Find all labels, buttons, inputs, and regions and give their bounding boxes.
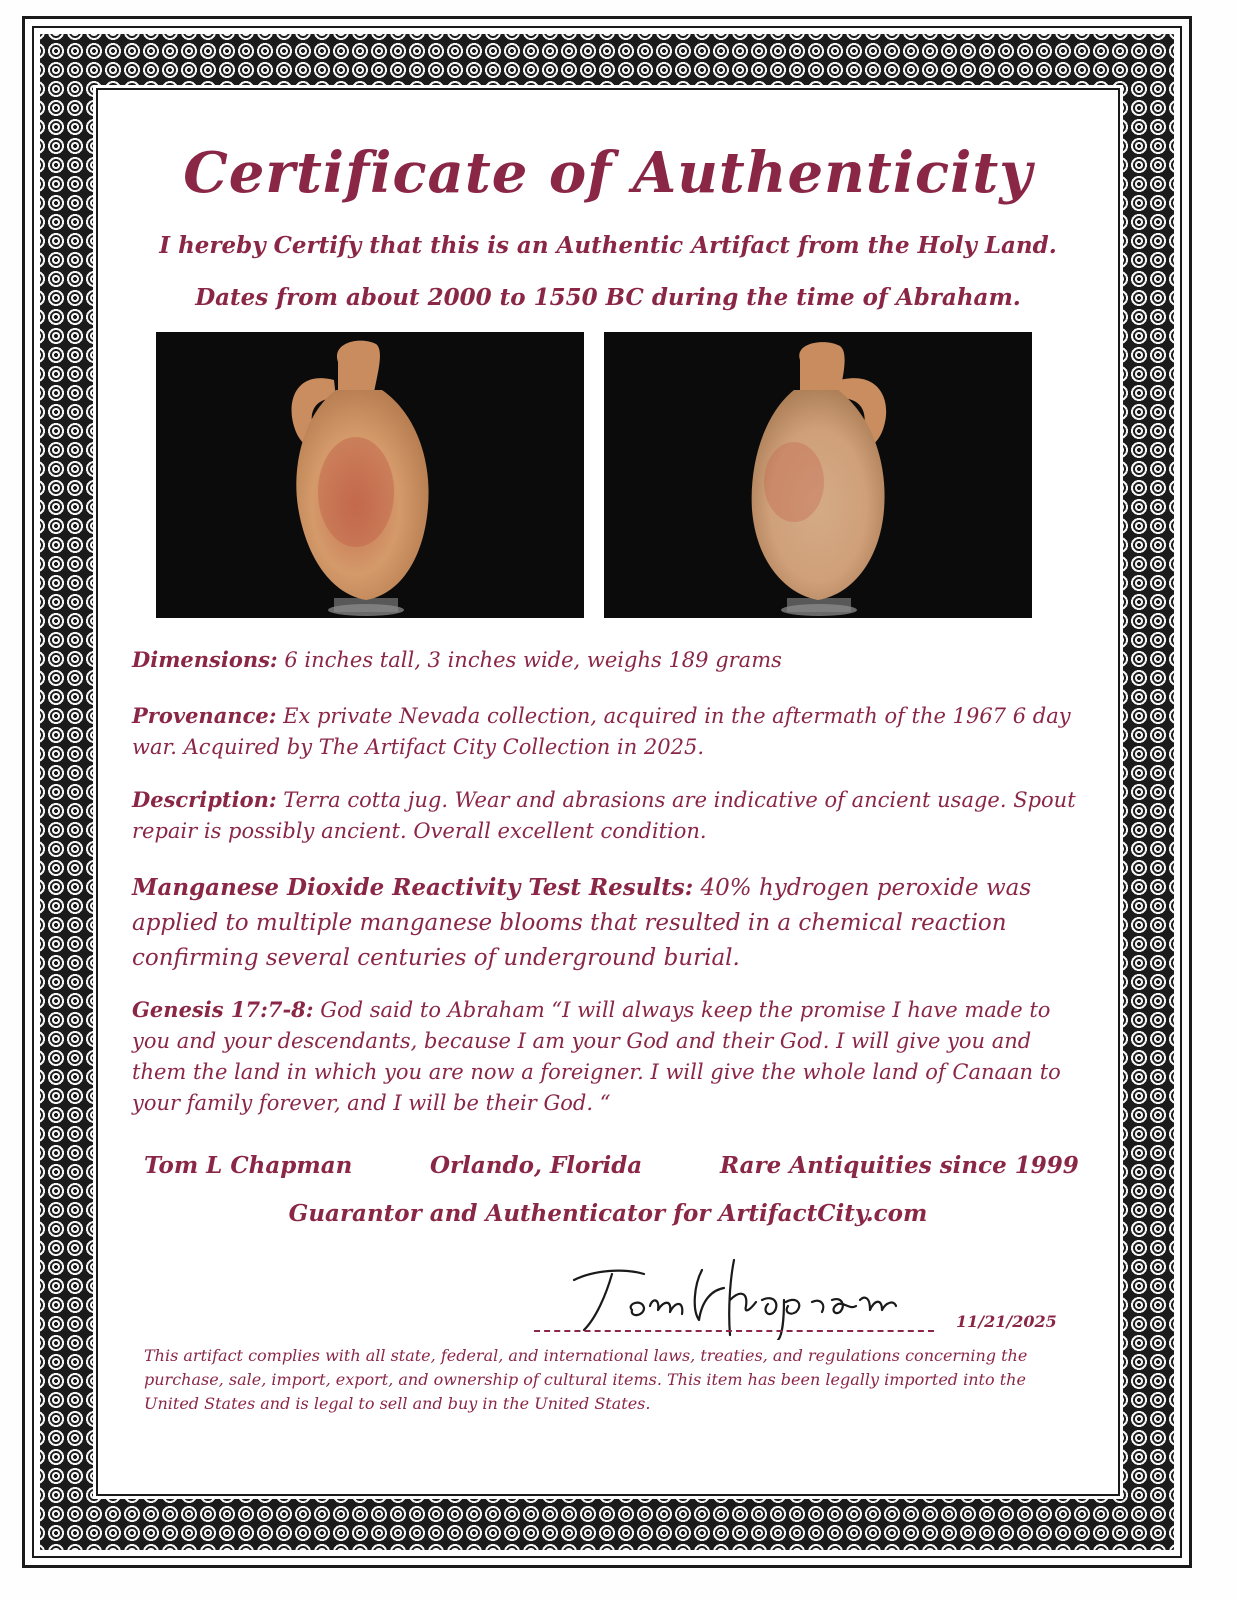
certificate-body <box>96 88 1120 1496</box>
description-text: Terra cotta jug. Wear and abrasions are indicative of ancient usage. Spout repair is possibly ancient. Overall excellent condition. <box>132 788 1076 843</box>
signature-date: 11/21/2025 <box>956 1312 1057 1331</box>
authenticator-since: Rare Antiquities since 1999 <box>720 1152 1079 1179</box>
jug-photo-back <box>604 332 1032 618</box>
signature-line <box>534 1330 934 1332</box>
certificate-title: Certificate of Authenticity <box>183 140 1033 206</box>
provenance-paragraph <box>132 700 1092 763</box>
jug-photo-front <box>156 332 584 618</box>
genesis-label: Genesis 17:7-8: <box>132 997 314 1022</box>
authenticator-name: Tom L Chapman <box>144 1152 353 1179</box>
manganese-text: 40% hydrogen peroxide was applied to multiple manganese blooms that resulted in a chemical reaction confirming several centuries of underground burial. <box>132 875 1032 971</box>
genesis-text: God said to Abraham “I will always keep the promise I have made to you and your descendants, because I am your God and their God. I will give you and them the land in which you are now a foreigner. I will give the whole land of Canaan to your family forever, and I will be their God. “ <box>132 998 1061 1115</box>
handwritten-signature <box>534 1240 954 1340</box>
description-label: Description: <box>132 787 277 812</box>
dimensions-paragraph <box>132 644 1092 676</box>
terracotta-jug-front-icon <box>156 332 584 618</box>
dating-statement: Dates from about 2000 to 1550 BC during the time of Abraham. <box>195 284 1021 311</box>
dimensions-label: Dimensions: <box>132 647 278 672</box>
provenance-text: Ex private Nevada collection, acquired in the aftermath of the 1967 6 day war. Acquired by The Artifact City Collection in 2025. <box>132 704 1071 759</box>
genesis-quote-paragraph <box>132 994 1092 1119</box>
guarantor-line: Guarantor and Authenticator for ArtifactCity.com <box>288 1200 928 1227</box>
manganese-label: Manganese Dioxide Reactivity Test Results: <box>132 874 694 901</box>
certification-statement: I hereby Certify that this is an Authentic Artifact from the Holy Land. <box>159 232 1057 259</box>
dimensions-text: 6 inches tall, 3 inches wide, weighs 189 grams <box>277 648 782 672</box>
authenticator-city: Orlando, Florida <box>430 1152 643 1179</box>
terracotta-jug-back-icon <box>604 332 1032 618</box>
description-paragraph <box>132 784 1092 847</box>
provenance-label: Provenance: <box>132 703 277 728</box>
manganese-test-paragraph <box>132 870 1092 976</box>
legal-compliance-text: This artifact complies with all state, federal, and international laws, treaties, and regulations concerning the purchase, sale, import, export, and ownership of cultural items. This item has been legally imported into the United States and is legal to sell and buy in the United States. <box>144 1346 1028 1413</box>
